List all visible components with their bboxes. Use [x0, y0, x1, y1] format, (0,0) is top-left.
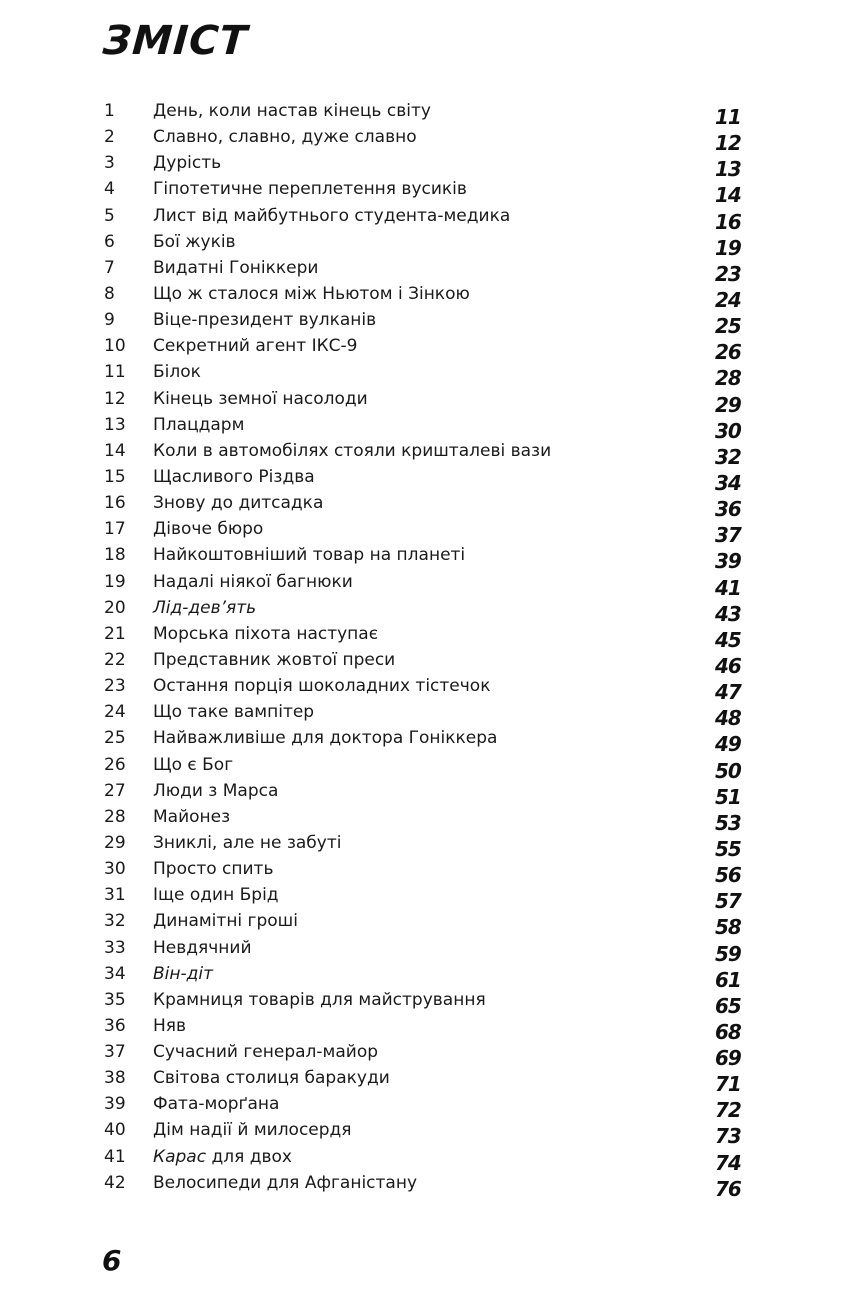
- toc-entry: [0, 1172, 863, 1201]
- chapter-title-text: Найкоштовніший товар на планеті: [153, 545, 466, 566]
- chapter-page: 48: [715, 706, 741, 731]
- chapter-page: 53: [715, 810, 741, 835]
- toc-entry: [0, 884, 863, 914]
- chapter-title: [153, 309, 376, 331]
- chapter-number: 1: [104, 101, 115, 121]
- chapter-title-text: Сучасний генерал-майор: [153, 1042, 379, 1063]
- chapter-title: [153, 649, 395, 671]
- chapter-title: [153, 1172, 417, 1194]
- chapter-title: [153, 388, 368, 410]
- toc-entry: [0, 937, 863, 966]
- chapter-title-text: Бої жуків: [153, 231, 236, 252]
- chapter-title-text: Кінець земної насолоди: [153, 388, 368, 409]
- page-title: ЗМІСТ: [101, 18, 250, 64]
- chapter-page: 12: [715, 131, 741, 156]
- toc-entry: [0, 309, 863, 339]
- chapter-number: 2: [104, 127, 115, 148]
- chapter-number: 34: [104, 963, 126, 984]
- toc-entry: [0, 1093, 863, 1123]
- chapter-title-text: Видатні Гоніккери: [153, 257, 319, 278]
- chapter-title-text: Світова столиця баракуди: [153, 1068, 390, 1089]
- chapter-title: [153, 754, 233, 776]
- toc-entry: [0, 963, 863, 992]
- chapter-title-text: Знову до дитсадка: [153, 493, 324, 514]
- chapter-title: [153, 126, 417, 148]
- chapter-title-text: Дівоче бюро: [153, 519, 264, 540]
- chapter-number: 21: [104, 623, 126, 644]
- chapter-page: 28: [715, 366, 741, 391]
- toc-entry: [0, 989, 863, 1018]
- toc-entry: [0, 623, 863, 652]
- chapter-title-text: Остання порція шоколадних тістечок: [153, 676, 491, 697]
- chapter-page: 11: [715, 105, 741, 129]
- chapter-title-text: Люди з Марса: [153, 780, 279, 801]
- chapter-title-text: Представник жовтої преси: [153, 649, 396, 670]
- toc-entry: [0, 649, 863, 678]
- chapter-title: [153, 335, 358, 357]
- chapter-number: 32: [104, 911, 126, 932]
- chapter-page: 29: [715, 392, 741, 417]
- page-number: 6: [102, 1244, 122, 1277]
- chapter-title: [153, 283, 470, 305]
- chapter-title: [153, 544, 465, 566]
- toc-entry: [0, 492, 863, 522]
- chapter-page: 19: [715, 235, 741, 260]
- toc-entry: [0, 152, 863, 182]
- chapter-number: 25: [104, 728, 126, 749]
- chapter-page: 65: [715, 993, 741, 1018]
- chapter-title: [153, 571, 353, 593]
- chapter-page: 36: [715, 497, 741, 522]
- toc-entry: [0, 1015, 863, 1044]
- chapter-number: 36: [104, 1015, 126, 1036]
- chapter-number: 22: [104, 649, 126, 670]
- toc-entry: [0, 440, 863, 469]
- chapter-number: 5: [104, 205, 115, 226]
- chapter-number: 19: [104, 571, 126, 592]
- chapter-title-text: Морська піхота наступає: [153, 623, 379, 644]
- chapter-title-text: Просто спить: [153, 859, 274, 880]
- chapter-page: 76: [715, 1176, 741, 1201]
- chapter-title: [153, 152, 221, 174]
- chapter-number: 10: [104, 336, 126, 357]
- chapter-page: 72: [715, 1098, 741, 1123]
- chapter-title-text: Надалі ніякої багнюки: [153, 571, 353, 592]
- chapter-title: [153, 675, 490, 697]
- chapter-page: 43: [715, 601, 741, 626]
- table-of-contents: [0, 100, 863, 1201]
- chapter-title-italic: Він-діт: [153, 963, 214, 984]
- chapter-page: 25: [715, 314, 741, 339]
- chapter-title: [153, 1119, 352, 1141]
- chapter-title: [153, 963, 213, 985]
- toc-entry: [0, 257, 863, 286]
- chapter-number: 12: [104, 388, 126, 409]
- chapter-title: [153, 100, 431, 122]
- chapter-title: [153, 701, 314, 723]
- chapter-title-text: Славно, славно, дуже славно: [153, 127, 417, 148]
- chapter-title: [153, 1093, 279, 1115]
- chapter-page: 37: [715, 523, 741, 548]
- chapter-number: 23: [104, 676, 126, 697]
- chapter-title: [153, 1041, 378, 1063]
- chapter-title-text: Фата-морґана: [153, 1094, 280, 1115]
- toc-entry: [0, 1041, 863, 1071]
- chapter-page: 45: [715, 627, 741, 652]
- chapter-number: 17: [104, 519, 126, 540]
- chapter-number: 35: [104, 989, 126, 1010]
- toc-entry: [0, 518, 863, 548]
- chapter-title-text: Майонез: [153, 806, 231, 827]
- toc-entry: [0, 832, 863, 861]
- toc-entry: [0, 1067, 863, 1097]
- chapter-page: 56: [715, 863, 741, 888]
- chapter-title-text: для двох: [206, 1146, 292, 1167]
- chapter-title: [153, 1015, 186, 1037]
- chapter-number: 41: [104, 1146, 126, 1167]
- chapter-title: [153, 884, 279, 906]
- toc-entry: [0, 388, 863, 417]
- chapter-number: 26: [104, 754, 126, 775]
- chapter-page: 57: [715, 889, 741, 914]
- chapter-page: 50: [715, 758, 741, 783]
- chapter-page: 16: [715, 209, 741, 234]
- chapter-page: 34: [715, 470, 741, 495]
- toc-entry: [0, 544, 863, 574]
- chapter-title: [153, 858, 273, 880]
- chapter-page: 49: [715, 732, 741, 757]
- chapter-title-text: Плацдарм: [153, 414, 245, 435]
- chapter-page: 74: [715, 1150, 741, 1175]
- chapter-page: 24: [715, 287, 741, 312]
- toc-entry: [0, 414, 863, 443]
- chapter-title-text: Дім надії й милосердя: [153, 1120, 352, 1141]
- chapter-number: 13: [104, 414, 126, 435]
- chapter-number: 15: [104, 466, 126, 487]
- chapter-title-text: Дурість: [153, 153, 222, 174]
- chapter-number: 24: [104, 702, 126, 723]
- chapter-title: [153, 257, 318, 279]
- chapter-title: [153, 466, 315, 488]
- chapter-page: 68: [715, 1019, 741, 1044]
- toc-entry: [0, 780, 863, 809]
- chapter-title-text: Крамниця товарів для майстрування: [153, 989, 486, 1010]
- chapter-number: 39: [104, 1094, 126, 1115]
- chapter-number: 31: [104, 885, 126, 906]
- chapter-title: [153, 231, 236, 253]
- chapter-title-text: Що таке вампітер: [153, 702, 315, 723]
- chapter-number: 33: [104, 937, 126, 958]
- chapter-title: [153, 727, 497, 749]
- toc-entry: [0, 1119, 863, 1149]
- chapter-number: 27: [104, 780, 126, 801]
- chapter-title: [153, 492, 323, 514]
- chapter-number: 20: [104, 597, 126, 618]
- chapter-title-text: Найважливіше для доктора Гоніккера: [153, 728, 498, 749]
- toc-entry: [0, 597, 863, 626]
- chapter-number: 40: [104, 1120, 126, 1141]
- chapter-number: 16: [104, 493, 126, 514]
- chapter-title-text: Щасливого Різдва: [153, 466, 315, 487]
- chapter-number: 42: [104, 1172, 126, 1193]
- toc-entry: [0, 283, 863, 312]
- toc-entry: [0, 806, 863, 835]
- chapter-title-text: Секретний агент ІКС-9: [153, 336, 358, 357]
- chapter-page: 47: [715, 680, 741, 705]
- chapter-number: 14: [104, 440, 126, 461]
- chapter-number: 6: [104, 231, 115, 252]
- chapter-title: [153, 440, 551, 462]
- chapter-number: 8: [104, 283, 115, 304]
- chapter-title: [153, 205, 510, 227]
- chapter-number: 3: [104, 153, 115, 174]
- toc-entry: [0, 1146, 863, 1175]
- toc-entry: [0, 178, 863, 208]
- chapter-page: 26: [715, 340, 741, 365]
- chapter-page: 73: [715, 1124, 741, 1149]
- chapter-title: [153, 989, 486, 1011]
- chapter-title-text: Що є Бог: [153, 754, 234, 775]
- chapter-title: [153, 178, 467, 200]
- chapter-page: 59: [715, 941, 741, 966]
- chapter-number: 7: [104, 257, 115, 278]
- chapter-page: 23: [715, 261, 741, 286]
- chapter-number: 38: [104, 1068, 126, 1089]
- chapter-title-text: Білок: [153, 362, 201, 383]
- chapter-title-text: Що ж сталося між Ньютом і Зінкою: [153, 283, 470, 304]
- chapter-page: 41: [715, 575, 741, 600]
- toc-entry: [0, 571, 863, 600]
- toc-entry: [0, 361, 863, 391]
- chapter-page: 71: [715, 1072, 741, 1097]
- toc-entry: [0, 100, 863, 129]
- chapter-title-italic: Карас: [153, 1146, 207, 1167]
- toc-entry: [0, 231, 863, 260]
- chapter-number: 37: [104, 1042, 126, 1063]
- chapter-page: 30: [715, 418, 741, 443]
- chapter-title: [153, 518, 263, 540]
- chapter-number: 11: [104, 362, 126, 383]
- chapter-title-text: Лист від майбутнього студента-медика: [153, 205, 511, 226]
- chapter-title-text: Коли в автомобілях стояли кришталеві вази: [153, 440, 552, 461]
- chapter-title: [153, 1146, 292, 1168]
- chapter-title-text: Динамітні гроші: [153, 911, 298, 932]
- chapter-page: 69: [715, 1046, 741, 1071]
- chapter-title-text: Няв: [153, 1015, 187, 1036]
- toc-entry: [0, 910, 863, 940]
- chapter-page: 32: [715, 444, 741, 469]
- chapter-title-text: Гіпотетичне переплетення вусиків: [153, 179, 467, 200]
- chapter-page: 46: [715, 653, 741, 678]
- toc-entry: [0, 858, 863, 888]
- chapter-title: [153, 1067, 390, 1089]
- chapter-page: 58: [715, 915, 741, 940]
- chapter-title-text: Віце-президент вулканів: [153, 310, 377, 331]
- toc-entry: [0, 701, 863, 731]
- chapter-title-text: Зниклі, але не забуті: [153, 832, 342, 853]
- chapter-title: [153, 806, 230, 828]
- chapter-title: [153, 832, 341, 854]
- chapter-title: [153, 910, 298, 932]
- chapter-title-text: День, коли настав кінець світу: [153, 101, 431, 121]
- toc-entry: [0, 727, 863, 757]
- toc-entry: [0, 126, 863, 156]
- toc-entry: [0, 754, 863, 783]
- chapter-page: 13: [715, 157, 741, 182]
- toc-entry: [0, 675, 863, 705]
- chapter-page: 51: [715, 784, 741, 809]
- chapter-number: 30: [104, 859, 126, 880]
- chapter-title-italic: Лід-дев’ять: [153, 597, 257, 618]
- chapter-number: 9: [104, 310, 115, 331]
- toc-entry: [0, 335, 863, 365]
- chapter-title-text: Іще один Брід: [153, 885, 279, 906]
- chapter-page: 55: [715, 836, 741, 861]
- chapter-page: 61: [715, 967, 741, 992]
- chapter-title: [153, 361, 201, 383]
- chapter-page: 39: [715, 549, 741, 574]
- chapter-title: [153, 623, 378, 645]
- chapter-title-text: Велосипеди для Афганістану: [153, 1172, 418, 1193]
- chapter-title-text: Невдячний: [153, 937, 252, 958]
- chapter-title: [153, 937, 252, 959]
- toc-entry: [0, 205, 863, 234]
- chapter-title: [153, 780, 278, 802]
- chapter-title: [153, 597, 256, 619]
- chapter-page: 14: [715, 183, 741, 208]
- toc-entry: [0, 466, 863, 495]
- chapter-number: 29: [104, 832, 126, 853]
- chapter-number: 28: [104, 806, 126, 827]
- chapter-number: 18: [104, 545, 126, 566]
- chapter-number: 4: [104, 179, 115, 200]
- chapter-title: [153, 414, 244, 436]
